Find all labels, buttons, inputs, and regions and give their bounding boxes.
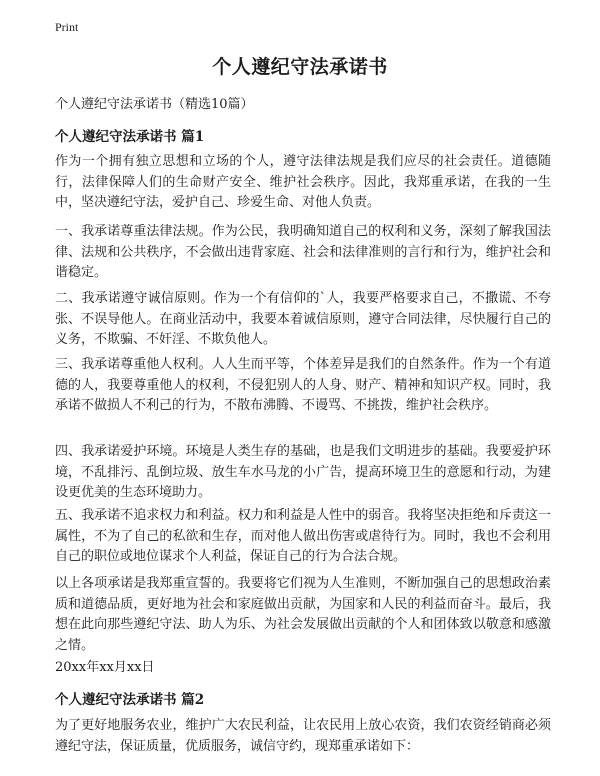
print-link[interactable]: Print	[55, 20, 79, 34]
paragraph-section-2-intro: 为了更好地服务农业，维护广大农民利益，让农民用上放心农资，我们农资经销商必须遵纪守法，保证质量，优质服务，诚信守约，现郑重承诺如下：	[55, 718, 551, 754]
section-heading-1: 个人遵纪守法承诺书 篇1	[55, 129, 205, 145]
paragraph-item-3: 三、我承诺尊重他人权利。人人生而平等，个体差异是我们的自然条件。作为一个有道德的人，我要尊重他人的权利，不侵犯别人的人身、财产、精神和知识产权。同时，我承诺不做损人不利己的行为，不散布沸腾、不谩骂、不挑拨，维护社会秩序。	[55, 357, 551, 413]
document-subtitle: 个人遵纪守法承诺书（精选10篇）	[55, 97, 254, 112]
paragraph-item-1: 一、我承诺尊重法律法规。作为公民，我明确知道自己的权利和义务，深刻了解我国法律、法规和公共秩序，不会做出违背家庭、社会和法律准则的言行和行为，维护社会和谐稳定。	[55, 224, 551, 280]
document-title: 个人遵纪守法承诺书	[212, 56, 388, 78]
section-heading-2: 个人遵纪守法承诺书 篇2	[55, 692, 205, 708]
paragraph-item-2: 二、我承诺遵守诚信原则。作为一个有信仰的`人，我要严格要求自己，不撒谎、不夸张、不误导他人。在商业活动中，我要本着诚信原则，遵守合同法律，尽快履行自己的义务，不欺骗、不奸淫、不欺负他人。	[55, 291, 551, 347]
paragraph-closing: 以上各项承诺是我郑重宣誓的。我要将它们视为人生准则，不断加强自己的思想政治素质和道德品质，更好地为社会和家庭做出贡献，为国家和人民的利益而奋斗。最后，我想在此向那些遵纪守法、助人为乐、为社会发展做出贡献的个人和团体致以敬意和感激之情。	[55, 576, 551, 653]
paragraph-intro: 作为一个拥有独立思想和立场的个人，遵守法律法规是我们应尽的社会责任。道德随行，法律保障人们的生命财产安全、维护社会秩序。因此，我郑重承诺，在我的一生中，坚决遵纪守法，爱护自己、珍爱生命、对他人负责。	[55, 154, 551, 210]
paragraph-item-4: 四、我承诺爱护环境。环境是人类生存的基础，也是我们文明进步的基础。我要爱护环境，不乱排污、乱倒垃圾、放生车水马龙的小广告，提高环境卫生的意愿和行动，为建设更优美的生态环境助力。	[55, 444, 551, 500]
date-line: 20xx年xx月xx日	[55, 660, 155, 675]
paragraph-item-5: 五、我承诺不追求权力和利益。权力和利益是人性中的弱音。我将坚决拒绝和斥责这一属性，不为了自己的私欲和生存，而对他人做出伤害或虐待行为。同时，我也不会利用自己的职位或地位谋求个人利益，保证自己的行为合法合规。	[55, 508, 551, 564]
